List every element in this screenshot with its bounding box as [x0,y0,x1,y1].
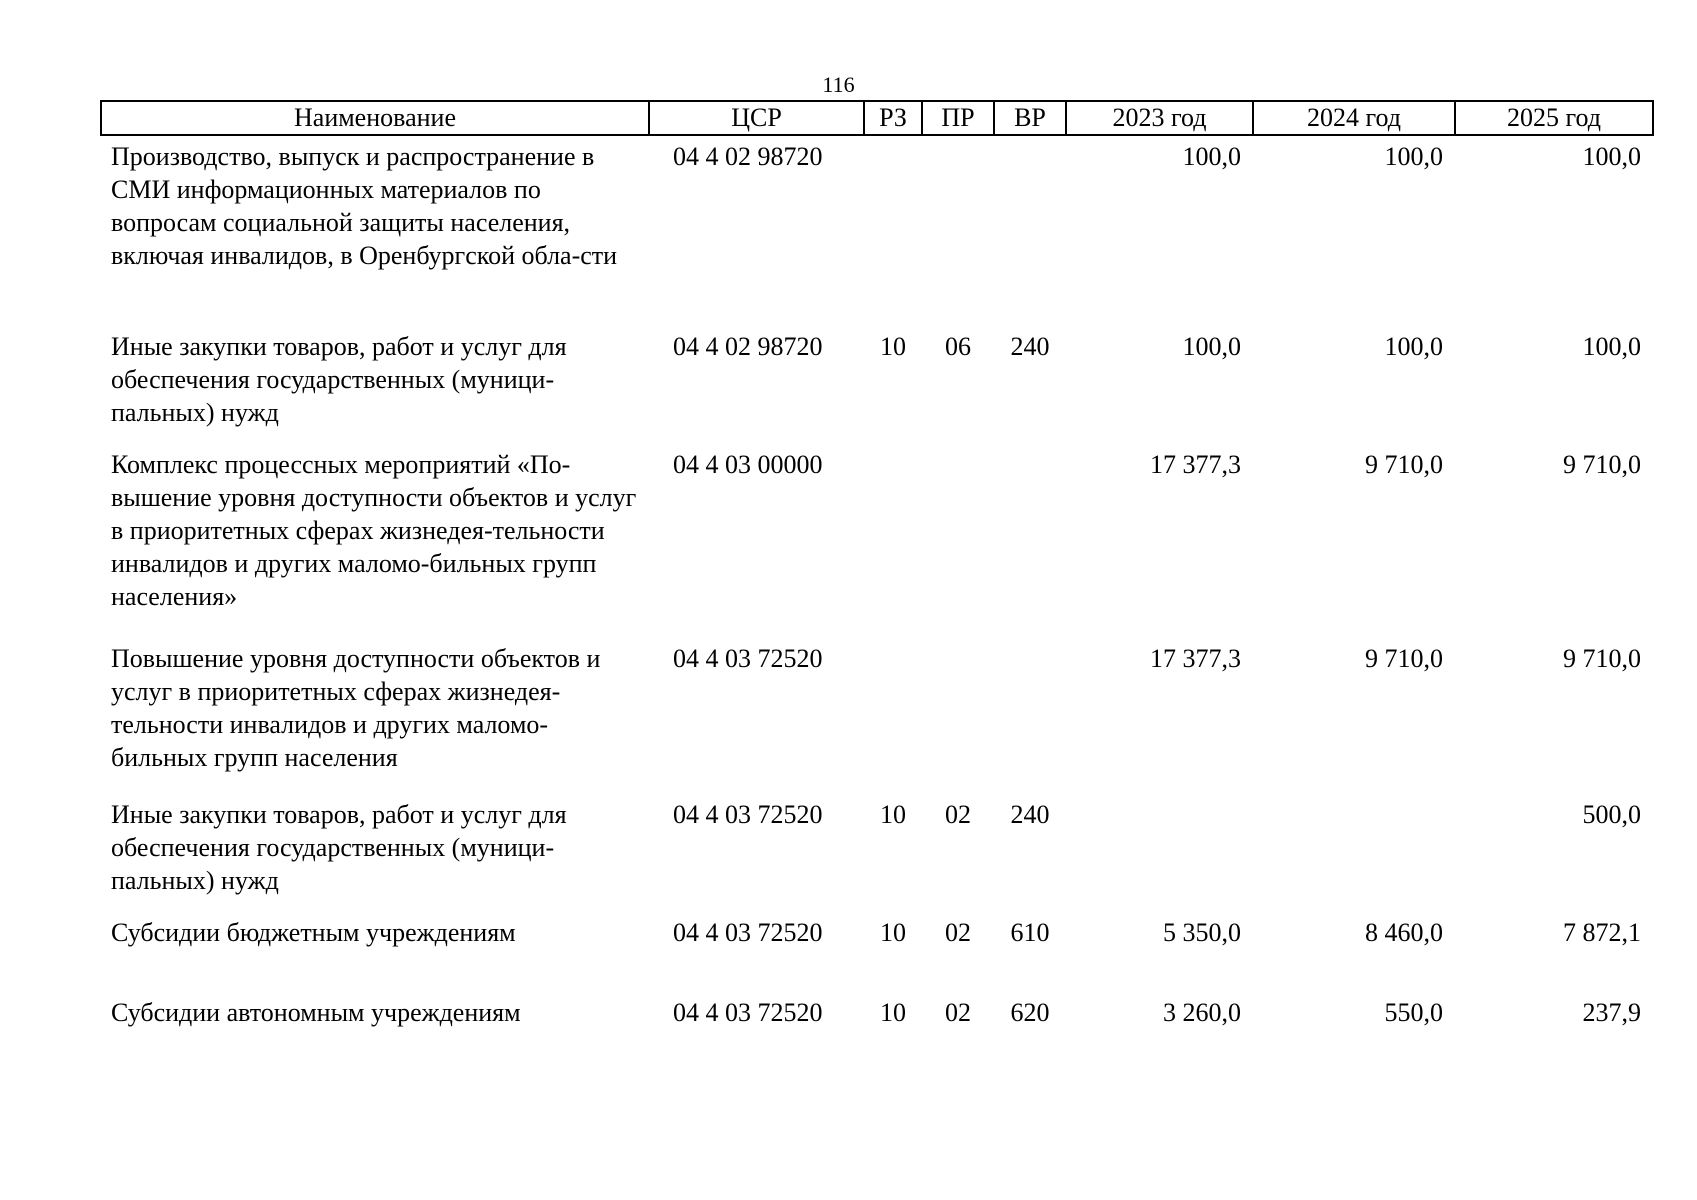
row-csr: 04 4 03 72520 [673,644,823,673]
row-2023: 100,0 [1182,332,1241,361]
row-name: Иные закупки товаров, работ и услуг для обеспечения государственных (муници-пальных) нужд [111,332,567,427]
row-rz: 10 [880,918,906,947]
row-2023: 100,0 [1182,142,1241,171]
table-header [101,101,1653,135]
row-2023: 5 350,0 [1163,918,1241,947]
row-pr [922,135,994,326]
row-csr: 04 4 03 72520 [673,918,823,947]
row-2023: 17 377,3 [1150,644,1241,673]
row-csr: 04 4 02 98720 [673,332,823,361]
row-2023 [1066,794,1253,912]
row-name: Комплекс процессных мероприятий «По-вышение уровня доступности объектов и услуг в приоритетных сферах жизнедея-тельности инвалидов и других маломо-бильных групп населения» [111,450,637,611]
row-name: Повышение уровня доступности объектов и услуг в приоритетных сферах жизнедея-тельности инвалидов и других маломо-бильных групп населения [111,644,601,772]
table-row [101,912,1653,992]
row-rz: 10 [880,332,906,361]
row-2024: 100,0 [1384,142,1443,171]
row-pr: 06 [945,332,971,361]
table-body [101,135,1653,1056]
page-number: 116 [822,72,855,97]
row-pr: 02 [945,918,971,947]
row-2025: 9 710,0 [1563,450,1641,479]
row-csr: 04 4 02 98720 [673,142,823,171]
table-row [101,444,1653,638]
table-row [101,992,1653,1056]
header-2024: 2024 год [1253,101,1455,135]
header-2025: 2025 год [1455,101,1653,135]
header-vr: ВР [994,101,1066,135]
row-csr: 04 4 03 72520 [673,998,823,1027]
row-name: Субсидии бюджетным учреждениям [111,918,516,947]
row-vr [994,135,1066,326]
row-2024: 8 460,0 [1365,918,1443,947]
row-2024: 100,0 [1384,332,1443,361]
row-2024 [1253,794,1455,912]
row-pr: 02 [945,800,971,829]
row-2025: 100,0 [1582,142,1641,171]
header-csr: ЦСР [649,101,864,135]
row-name: Иные закупки товаров, работ и услуг для обеспечения государственных (муници-пальных) нужд [111,800,567,895]
row-2024: 9 710,0 [1365,450,1443,479]
row-2023: 3 260,0 [1163,998,1241,1027]
table-row [101,638,1653,794]
header-2023: 2023 год [1066,101,1253,135]
row-2025: 500,0 [1582,800,1641,829]
row-vr: 240 [1010,332,1050,361]
row-rz: 10 [880,998,906,1027]
row-rz [864,135,922,326]
row-vr: 620 [1010,998,1050,1027]
row-vr [994,444,1066,638]
row-2024: 550,0 [1384,998,1443,1027]
row-rz [864,444,922,638]
header-pr: ПР [922,101,994,135]
row-name: Субсидии автономным учреждениям [111,998,521,1027]
row-pr [922,638,994,794]
row-csr: 04 4 03 00000 [673,450,823,479]
row-name: Производство, выпуск и распространение в СМИ информационных материалов по вопросам социальной защиты населения, включая инвалидов, в Оренбургской обла-сти [111,142,618,270]
row-vr: 240 [1010,800,1050,829]
header-row [101,101,1653,135]
row-pr: 02 [945,998,971,1027]
row-vr [994,638,1066,794]
row-2025: 100,0 [1582,332,1641,361]
header-rz: РЗ [864,101,922,135]
row-rz [864,638,922,794]
row-2023: 17 377,3 [1150,450,1241,479]
table-row [101,326,1653,444]
row-rz: 10 [880,800,906,829]
row-csr: 04 4 03 72520 [673,800,823,829]
header-name: Наименование [101,101,649,135]
row-vr: 610 [1010,918,1050,947]
row-pr [922,444,994,638]
row-2025: 237,9 [1582,998,1641,1027]
table-row [101,135,1653,326]
row-2025: 7 872,1 [1563,918,1641,947]
budget-table [100,100,1654,1056]
table-row [101,794,1653,912]
row-2024: 9 710,0 [1365,644,1443,673]
row-2025: 9 710,0 [1563,644,1641,673]
